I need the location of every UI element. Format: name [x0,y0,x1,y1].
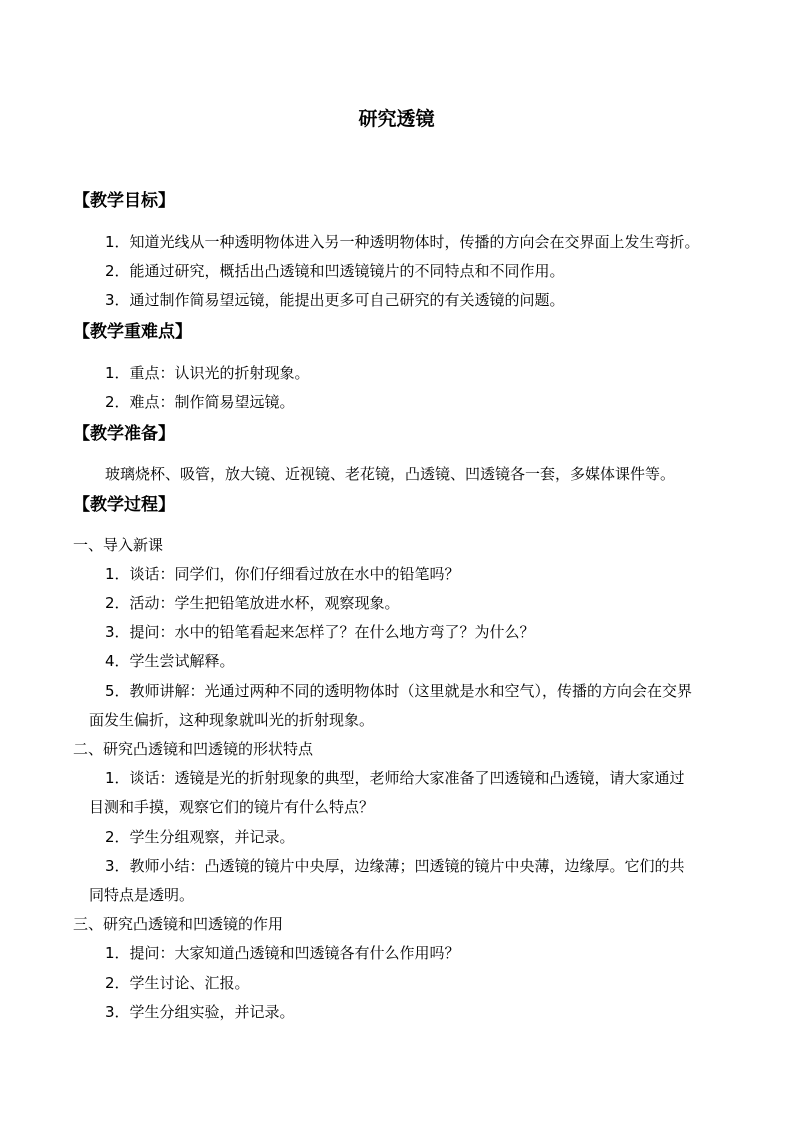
section-heading-process: 【教学过程】 [73,495,175,515]
objective-item: 1．知道光线从一种透明物体进入另一种透明物体时，传播的方向会在交界面上发生弯折。 [105,233,700,251]
section-heading-objectives: 【教学目标】 [73,191,175,211]
process-item: 3．提问：水中的铅笔看起来怎样了？在什么地方弯了？为什么？ [105,623,535,641]
process-item: 3．学生分组实验，并记录。 [105,1003,295,1021]
keypoint-item: 1．重点：认识光的折射现象。 [105,364,310,382]
process-item: 2．活动：学生把铅笔放进水杯，观察现象。 [105,594,400,612]
process-part-title: 二、研究凸透镜和凹透镜的形状特点 [73,740,314,758]
process-item: 5．教师讲解：光通过两种不同的透明物体时（这里就是水和空气），传播的方向会在交界 [105,682,693,700]
objective-item: 3．通过制作简易望远镜，能提出更多可自己研究的有关透镜的问题。 [105,291,565,309]
process-item: 1．提问：大家知道凸透镜和凹透镜各有什么作用吗？ [105,944,460,962]
objective-item: 2．能通过研究，概括出凸透镜和凹透镜镜片的不同特点和不同作用。 [105,262,565,280]
page-title: 研究透镜 [358,108,435,130]
process-item: 2．学生分组观察，并记录。 [105,828,295,846]
section-heading-keypoints: 【教学重难点】 [73,322,192,342]
process-item-continued: 同特点是透明。 [89,886,195,904]
keypoint-item: 2．难点：制作简易望远镜。 [105,393,295,411]
process-item: 1．谈话：透镜是光的折射现象的典型，老师给大家准备了凹透镜和凸透镜，请大家通过 [105,769,685,787]
process-part-title: 三、研究凸透镜和凹透镜的作用 [73,915,284,933]
process-item: 4．学生尝试解释。 [105,652,235,670]
process-item-continued: 面发生偏折，这种现象就叫光的折射现象。 [89,711,375,729]
process-part-title: 一、导入新课 [73,536,164,554]
process-item-continued: 目测和手摸，观察它们的镜片有什么特点？ [89,798,375,816]
preparation-text: 玻璃烧杯、吸管，放大镜、近视镜、老花镜，凸透镜、凹透镜各一套，多媒体课件等。 [105,465,676,483]
process-item: 3．教师小结：凸透镜的镜片中央厚，边缘薄；凹透镜的镜片中央薄，边缘厚。它们的共 [105,857,685,875]
section-heading-preparation: 【教学准备】 [73,424,175,444]
process-item: 1．谈话：同学们，你们仔细看过放在水中的铅笔吗？ [105,565,460,583]
process-item: 2．学生讨论、汇报。 [105,974,250,992]
